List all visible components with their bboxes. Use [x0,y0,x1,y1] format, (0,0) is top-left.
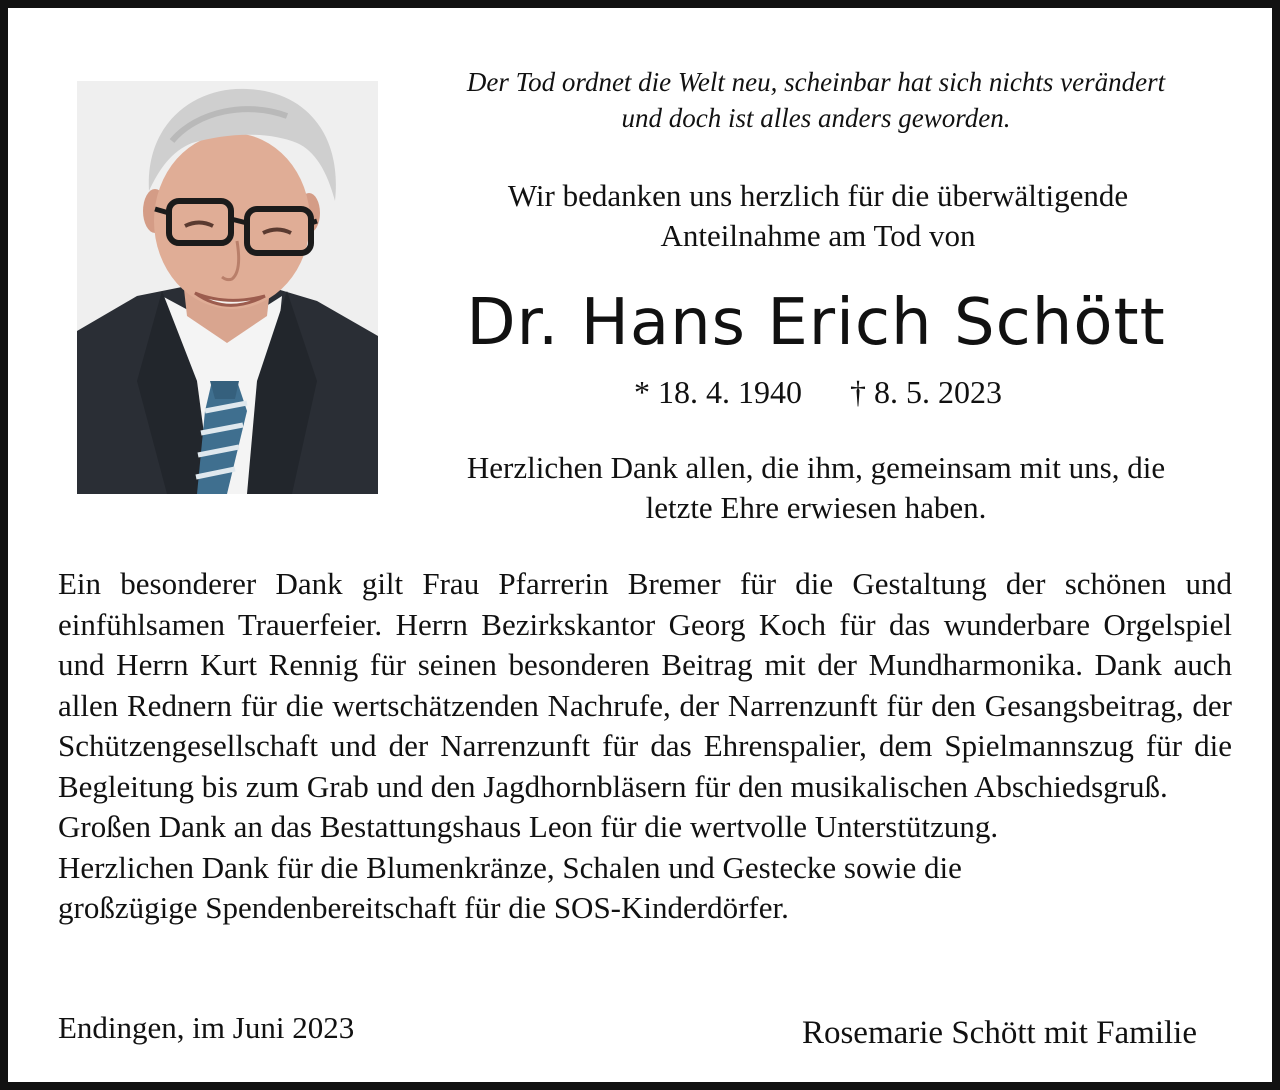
life-dates [408,372,1228,412]
place-date: Endingen, im Juni 2023 [58,1010,355,1045]
acknowledgement-paragraph-1: Ein besonderer Dank gilt Frau Pfarrerin Bremer für die Gestaltung der schönen und einfühlsamen Trauerfeier. Herrn Bezirkskantor Georg Koch für das wunderbare Orgelspiel und Herrn Kurt Rennig für seinen besonderen Beitrag mit der Mundharmonika. Dank auch allen Rednern für die wertschätzenden Nachrufe, der Narrenzunft für den Gesangsbeitrag, der Schützengesellschaft und der Narrenzunft für das Ehrenspalier, dem Spielmannszug für die Begleitung bis zum Grab und den Jagdhornbläsern für den musikalischen Abschiedsgruß. [58,566,1232,804]
quote-line-2: und doch ist alles anders geworden. [621,103,1011,133]
thanks-intro [408,176,1228,256]
thanks-intro-line-2: Anteilnahme am Tod von [660,218,976,253]
thanks-intro-line-1: Wir bedanken uns herzlich für die überwältigende [507,178,1129,213]
acknowledgement-text [58,564,1232,929]
thanks-all-line-2: letzte Ehre erwiesen haben. [645,490,987,525]
birth-date: * 18. 4. 1940 [634,374,802,410]
signature: Rosemarie Schött mit Familie [801,1015,1197,1051]
thanks-all [403,448,1229,528]
acknowledgement-paragraph-3-line-2: großzügige Spendenbereitschaft für die SOS-Kinderdörfer. [58,890,789,925]
thanks-all-line-1: Herzlichen Dank allen, die ihm, gemeinsam mit uns, die [466,450,1166,485]
deceased-name: Dr. Hans Erich Schött [466,286,1166,360]
quote-line-1: Der Tod ordnet die Welt neu, scheinbar hat sich nichts verändert [466,67,1166,97]
acknowledgement-paragraph-3-line-1: Herzlichen Dank für die Blumenkränze, Schalen und Gestecke sowie die [58,849,962,885]
portrait-illustration [77,81,378,494]
death-date: † 8. 5. 2023 [850,374,1002,410]
acknowledgement-paragraph-2: Großen Dank an das Bestattungshaus Leon für die wertvolle Unterstützung. [58,809,999,844]
quote [388,64,1244,136]
portrait-photo [77,81,378,494]
